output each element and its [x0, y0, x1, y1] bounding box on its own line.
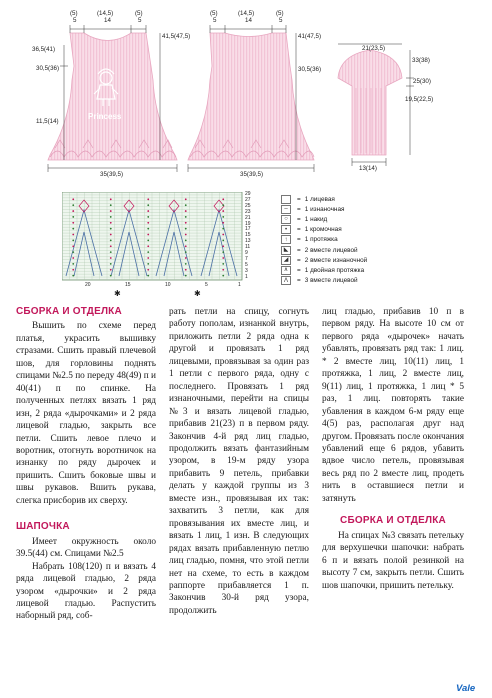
chart-stitch-mark — [110, 198, 112, 200]
dim-front-top-a: (5) — [70, 10, 78, 17]
hat-paragraph-4: лиц гладью, прибавив 10 п в первом ряду. На высоте 10 см от первого ряда «дырочек» начать убавлять, провязать ряд так: 1 лиц. * 2 вместе лиц, 10(11) лиц, 1 протяжка, 1 лиц, 2 вместе лиц, 9(11) лиц, 1 протяжка, 1 лиц * 5 раз, 1 лиц. повторять такие убавления в каждом 6-м ряду еще 4(5) раз, располагая друг над другом. Провязать после окончания убавлений еще 6 рядов, убавить вдвое число петель, провязывая весь ряд по 2 вместе лиц, продеть нить в оставшиеся петли и затянуть — [322, 307, 464, 504]
dim-front-top2-c: 5 — [138, 17, 142, 24]
dim-back-top-c: (5) — [276, 10, 284, 17]
sleeve-piece — [338, 50, 402, 155]
dim-front-left-2: 30,5(36) — [36, 65, 60, 72]
dim-sleeve-r3: 19,5(22,5) — [405, 96, 434, 103]
dim-front-left-3: 11,5(14) — [36, 118, 59, 125]
chart-stitch-mark — [185, 228, 187, 230]
chart-stitch-mark — [147, 275, 149, 277]
dim-back-top2-b: 14 — [245, 17, 252, 24]
legend-symbol: – — [281, 205, 291, 214]
legend-symbol: ○ — [281, 215, 291, 224]
chart-grid — [62, 192, 262, 292]
dim-back-top2-a: 5 — [213, 17, 217, 24]
chart-stitch-mark — [222, 234, 224, 236]
dim-front-left-1: 36,5(41) — [32, 46, 56, 53]
chart-stitch-mark — [185, 198, 187, 200]
legend-symbol: ◢ — [281, 256, 291, 265]
chart-stitch-mark — [110, 216, 112, 218]
assembly-paragraph: Вышить по схеме перед платья, украсить вышивку стразами. Сшить правый плечевой шов, для горловины поднять спицами №2.5 по переду 48(49) п и 40(41) п по спинке. На полученных петлях вязать 1 ряд изн, 2 ряда «дырочками» и 2 ряда лицевой гладью, закрыть все петли. Сшить левое плечо и воротник, отогнуть воротничок на изнанку по ряду дырочек и пришить. Сшить боковые швы и швы рукавов. Вшить рукава, слегка присборив их сверху. — [16, 321, 156, 506]
garment-schematics — [0, 0, 492, 185]
legend-label: 1 накид — [304, 215, 328, 223]
front-princess-label: Princess — [88, 112, 122, 121]
legend-item: Λ = 3 вместе лицевой — [281, 276, 367, 286]
chart-stitch-mark — [147, 240, 149, 242]
dim-sleeve-r2: 25(30) — [413, 78, 431, 85]
chart-stitch-mark — [147, 222, 149, 224]
chart-stitch-mark — [222, 257, 224, 259]
chart-stitch-mark — [72, 245, 74, 247]
chart-stitch-mark — [222, 204, 224, 206]
chart-stitch-mark — [222, 240, 224, 242]
chart-stitch-mark — [185, 275, 187, 277]
dim-back-bottom: 35(39,5) — [240, 171, 264, 178]
legend-symbol: ↑ — [281, 235, 291, 244]
chart-stitch-mark — [185, 245, 187, 247]
chart-stitch-mark — [72, 240, 74, 242]
chart-stitch-mark — [222, 263, 224, 265]
chart-stitch-mark — [147, 210, 149, 212]
chart-stitch-mark — [185, 234, 187, 236]
legend-label: 2 вместе изнаночной — [304, 256, 368, 264]
knitting-chart — [62, 192, 262, 292]
legend-item: ○ = 1 накид — [281, 214, 367, 224]
legend-item: ◢ = 2 вместе изнаночной — [281, 255, 367, 265]
legend-symbol — [281, 195, 291, 204]
chart-stitch-mark — [72, 234, 74, 236]
dim-front-height: 41,5(47,5) — [162, 33, 191, 40]
chart-stitch-mark — [147, 245, 149, 247]
text-column-2 — [169, 306, 309, 617]
chart-stitch-mark — [72, 251, 74, 253]
chart-stitch-mark — [147, 228, 149, 230]
legend-item: ◣ = 2 вместе лицевой — [281, 245, 367, 255]
chart-stitch-mark — [222, 228, 224, 230]
chart-stitch-mark — [110, 204, 112, 206]
chart-stitch-mark — [72, 257, 74, 259]
chart-col-1: 1 — [238, 282, 241, 288]
dim-sleeve-top: 21(23,5) — [362, 45, 386, 52]
legend-label: 1 двойная протяжка — [304, 266, 365, 274]
chart-legend — [281, 194, 367, 286]
text-column-1 — [16, 306, 156, 623]
legend-item: • = 1 кромочная — [281, 225, 367, 235]
chart-stitch-mark — [147, 198, 149, 200]
text-column-3 — [322, 306, 464, 592]
legend-symbol: ∧ — [281, 266, 291, 275]
chart-stitch-mark — [147, 263, 149, 265]
chart-stitch-mark — [185, 269, 187, 271]
dim-front-top-c: (5) — [135, 10, 143, 17]
chart-stitch-mark — [110, 269, 112, 271]
chart-stitch-mark — [185, 251, 187, 253]
hat-paragraph-1: Имеет окружность около 39.5(44) см. Спицами №2.5 — [16, 536, 156, 560]
dim-sleeve-r1: 33(38) — [412, 57, 430, 64]
chart-col-10: 10 — [165, 282, 171, 288]
legend-item: = 1 лицевая — [281, 194, 367, 204]
chart-stitch-mark — [147, 269, 149, 271]
chart-stitch-mark — [147, 234, 149, 236]
chart-stitch-mark — [72, 228, 74, 230]
chart-stitch-mark — [110, 222, 112, 224]
hat-paragraph-2: Набрать 108(120) п и вязать 4 ряда лицевой гладью, 2 ряда узором «дырочки» и 2 ряда лицевой гладью. Распустить наборный ряд, соб- — [16, 561, 156, 622]
chart-stitch-mark — [72, 198, 74, 200]
legend-label: 1 протяжка — [304, 236, 338, 244]
chart-stitch-mark — [110, 263, 112, 265]
chart-col-20: 20 — [85, 282, 91, 288]
chart-stitch-mark — [110, 234, 112, 236]
legend-label: 3 вместе лицевой — [304, 277, 358, 285]
legend-label: 1 лицевая — [304, 195, 335, 203]
chart-stitch-mark — [185, 257, 187, 259]
chart-col-5: 5 — [205, 282, 208, 288]
chart-stitch-mark — [110, 210, 112, 212]
chart-stitch-mark — [72, 263, 74, 265]
chart-stitch-mark — [222, 216, 224, 218]
section-heading-assembly-2: СБОРКА И ОТДЕЛКА — [340, 515, 446, 527]
footer-signature: Vale — [456, 683, 476, 694]
chart-stitch-mark — [222, 275, 224, 277]
chart-stitch-mark — [72, 222, 74, 224]
chart-stitch-mark — [222, 245, 224, 247]
chart-stitch-mark — [222, 222, 224, 224]
chart-stitch-mark — [72, 204, 74, 206]
chart-stitch-mark — [185, 263, 187, 265]
chart-stitch-mark — [147, 216, 149, 218]
chart-stitch-mark — [185, 222, 187, 224]
dim-back-height: 41(47,5) — [298, 33, 322, 40]
chart-stitch-mark — [185, 240, 187, 242]
legend-item: ∧ = 1 двойная протяжка — [281, 265, 367, 275]
front-piece — [48, 33, 177, 160]
dim-front-top2-b: 14 — [104, 17, 111, 24]
chart-stitch-mark — [110, 245, 112, 247]
chart-stitch-mark — [110, 257, 112, 259]
chart-stitch-mark — [110, 251, 112, 253]
legend-label: 1 изнаночная — [304, 205, 345, 213]
chart-row-labels: 29 27 25 23 21 19 17 15 13 11 9 7 5 3 1 — [245, 191, 251, 280]
assembly-paragraph-2: На спицах №3 связать петельку для верхушечки шапочки: набрать 6 п и вязать полой резинкой на высоту 7 см, закрыть петли. Сшить шов шапочки, пришить петельку. — [322, 530, 464, 591]
legend-symbol: ◣ — [281, 246, 291, 255]
chart-stitch-mark — [72, 275, 74, 277]
chart-stitch-mark — [147, 257, 149, 259]
legend-label: 1 кромочная — [304, 226, 342, 234]
chart-stitch-mark — [185, 204, 187, 206]
dim-back-top-b: (14,5) — [238, 10, 255, 17]
chart-stitch-mark — [147, 204, 149, 206]
chart-stitch-mark — [147, 251, 149, 253]
dim-back-top2-c: 5 — [279, 17, 283, 24]
chart-stitch-mark — [222, 251, 224, 253]
chart-stitch-mark — [110, 240, 112, 242]
chart-stitch-mark — [72, 269, 74, 271]
chart-col-15: 15 — [125, 282, 131, 288]
dim-sleeve-bottom: 13(14) — [359, 165, 377, 172]
legend-label: 2 вместе лицевой — [304, 246, 358, 254]
chart-stitch-mark — [185, 216, 187, 218]
chart-stitch-mark — [185, 210, 187, 212]
dim-front-top2-a: 5 — [73, 17, 77, 24]
section-heading-hat: ШАПОЧКА — [16, 521, 70, 533]
legend-item: ↑ = 1 протяжка — [281, 235, 367, 245]
dim-front-top-b: (14,5) — [97, 10, 114, 17]
chart-stitch-mark — [222, 198, 224, 200]
dim-back-top-a: (5) — [210, 10, 218, 17]
chart-stitch-mark — [222, 269, 224, 271]
chart-stitch-mark — [222, 210, 224, 212]
back-piece — [188, 33, 314, 160]
legend-symbol: • — [281, 225, 291, 234]
chart-stitch-mark — [110, 228, 112, 230]
dim-front-bottom: 35(39,5) — [100, 171, 124, 178]
chart-stitch-mark — [110, 275, 112, 277]
section-heading-assembly: СБОРКА И ОТДЕЛКА — [16, 306, 122, 317]
legend-symbol: Λ — [281, 276, 291, 285]
legend-item: – = 1 изнаночная — [281, 204, 367, 214]
chart-stitch-mark — [72, 216, 74, 218]
chart-repeat-star-right: ✱ — [194, 289, 201, 298]
hat-paragraph-3: рать петли на спицу, согнуть работу пополам, изнанкой внутрь, приложить петли 2 ряда одна к другой и провязать 1 ряд лицевыми, провязывая за один раз 1 петли с первого ряда, одну с последнего. Провязать 1 ряд изнаночными, перейти на спицы №3 и вязать лицевой гладью, прибавив 21(23) п в первом ряду. Закончив 4-й ряд лиц гладью, продолжить вязать фантазийным узором, в 19-м ряду узора прибавить 9 петель, прибавки делать у каждой группы из 3 вместе изн., провязывая их так: захватить 3 петли, как для провязывания их вместе лиц, и вязать 1 лиц, 1 изн. В следующих рядах вязать прибавленную петлю лиц гладью, помня, что этой петли нет на схеме, то есть в каждом раппорте прибавляется 1 п. Закончив 30-й ряд узора, продолжить — [169, 307, 309, 616]
dim-back-height-2: 30,5(36) — [298, 66, 322, 73]
chart-repeat-star-left: ✱ — [114, 289, 121, 298]
chart-stitch-mark — [72, 210, 74, 212]
